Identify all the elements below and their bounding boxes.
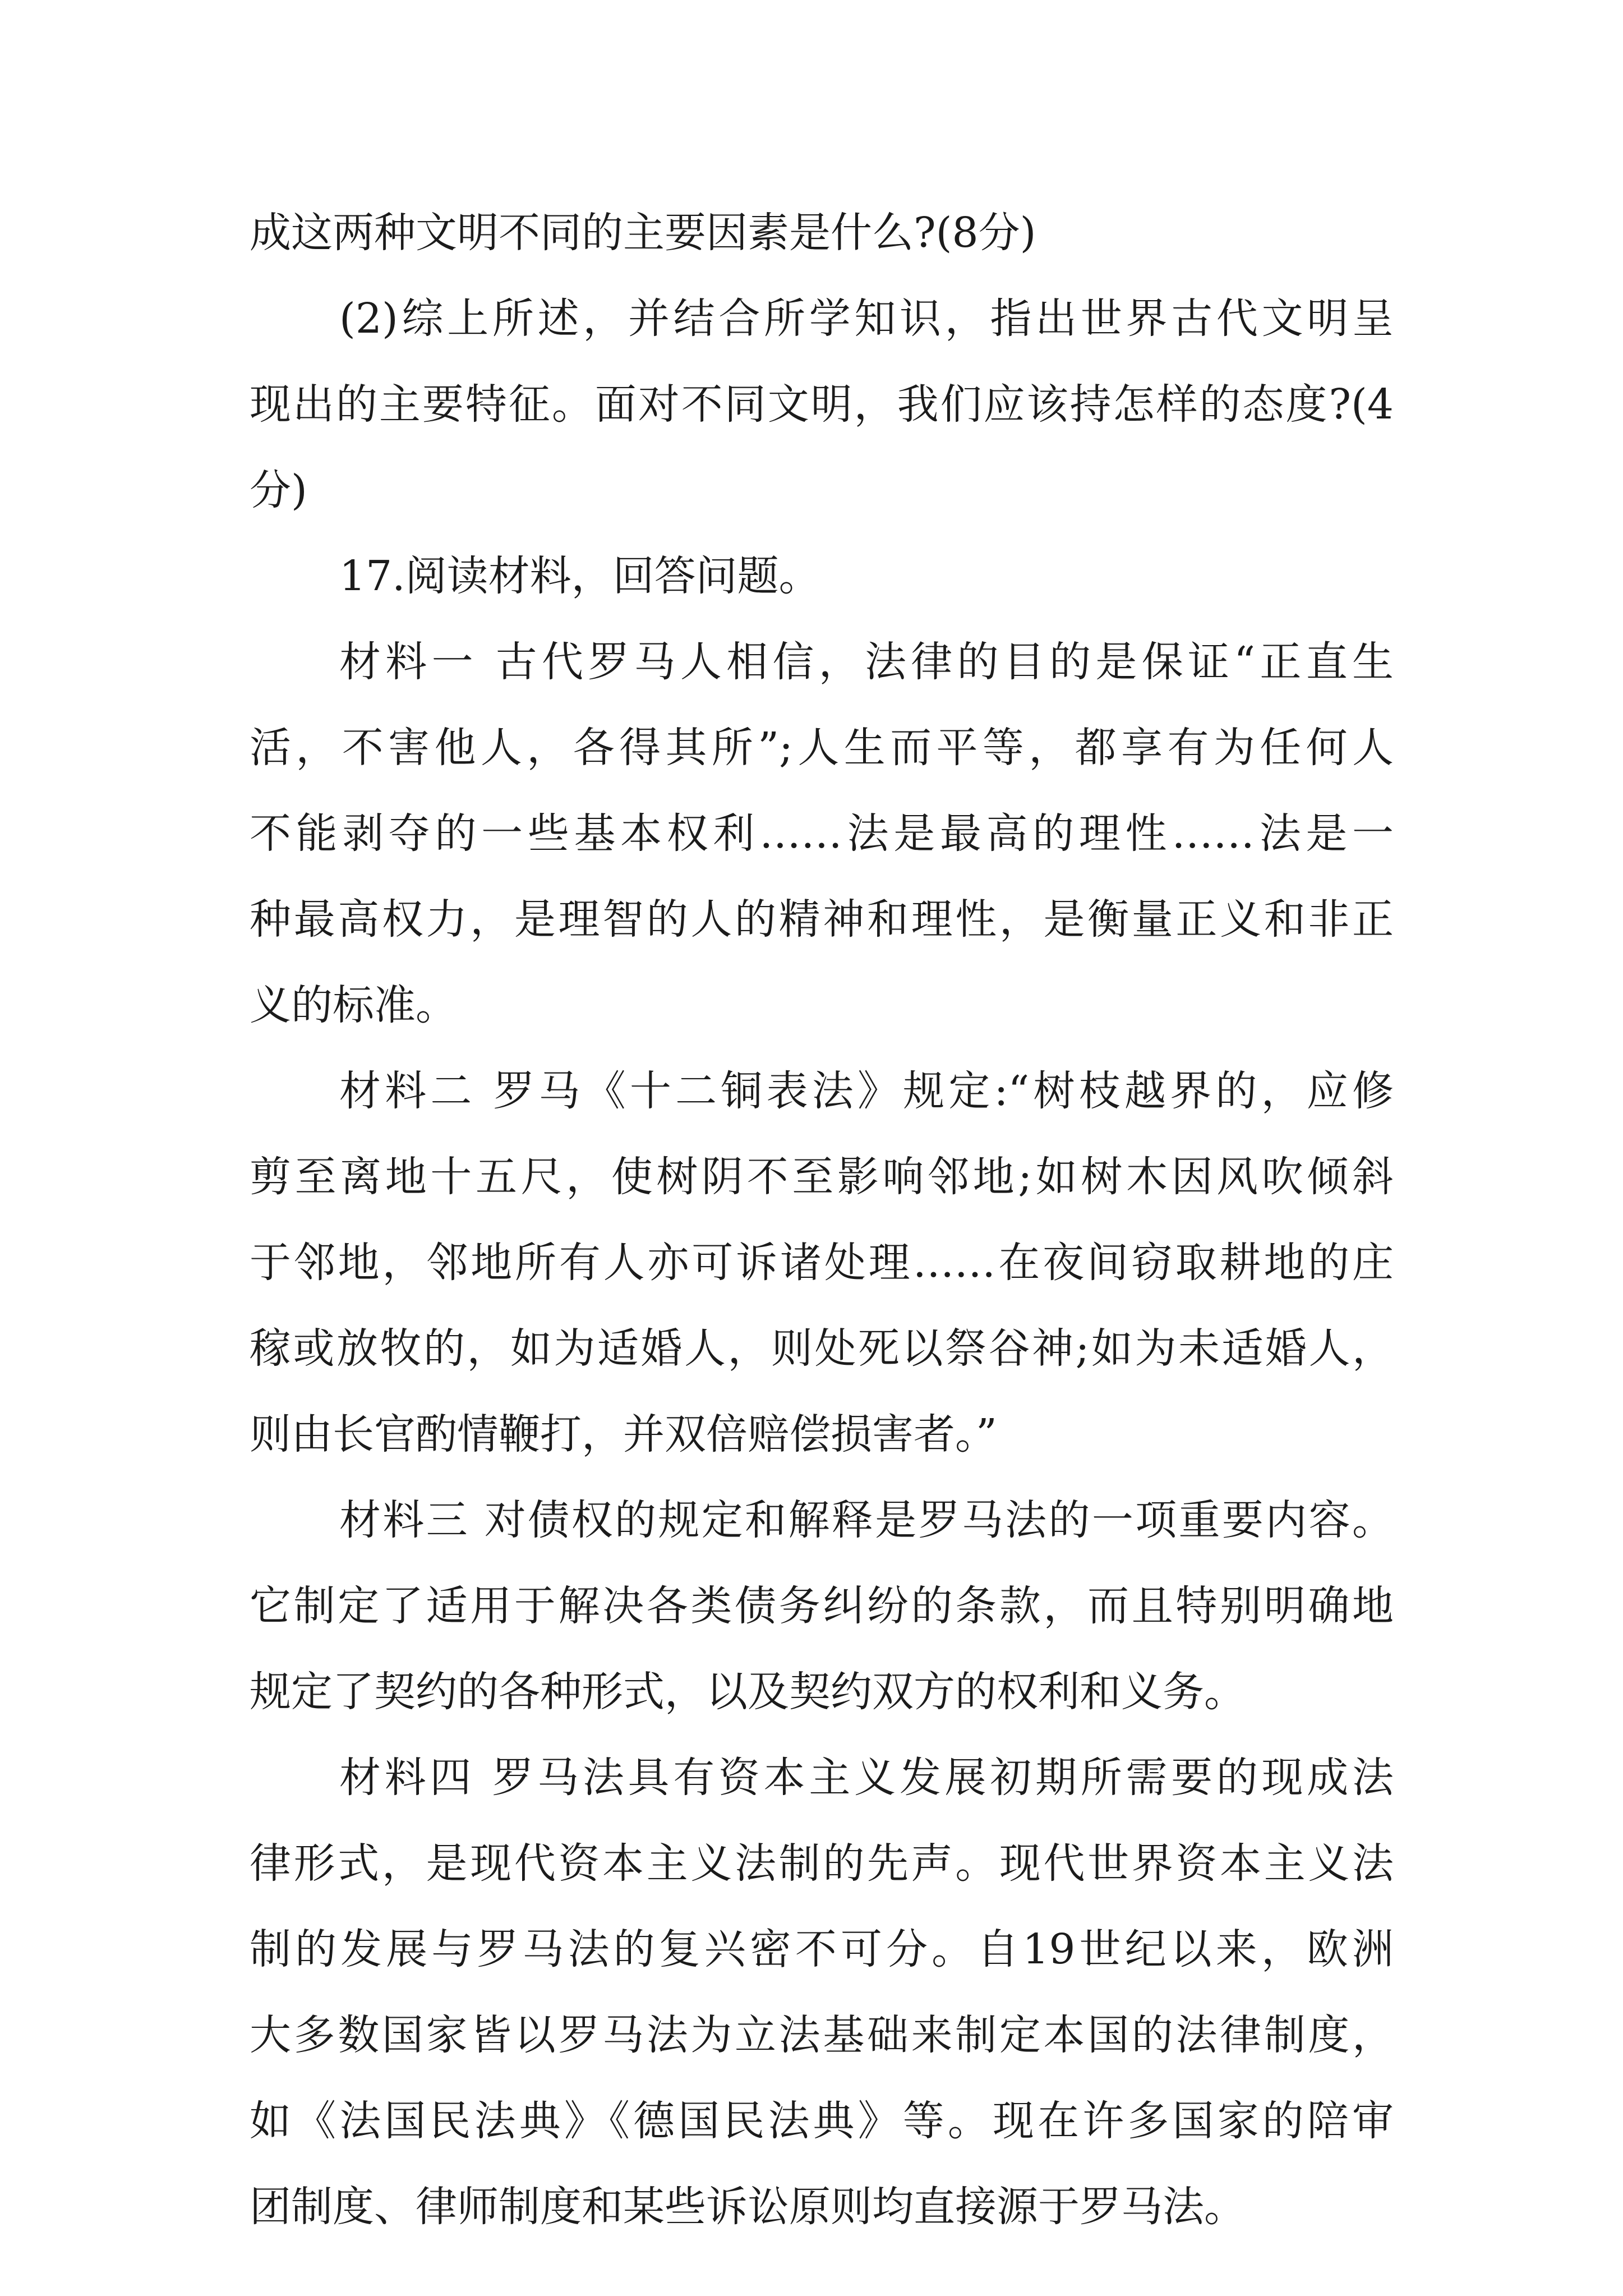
material-2-line-4: 稼或放牧的，如为适婚人，则处死以祭谷神;如为未适婚人， <box>250 1324 1394 1373</box>
question-2-line-2: 现出的主要特征。面对不同文明，我们应该持怎样的态度?(4 <box>250 380 1394 429</box>
material-1-line-3: 不能剥夺的一些基本权利……法是最高的理性……法是一 <box>250 809 1394 858</box>
material-2-line-2: 剪至离地十五尺，使树阴不至影响邻地;如树木因风吹倾斜 <box>250 1153 1394 1201</box>
question-17-heading: 17.阅读材料，回答问题。 <box>339 552 820 600</box>
material-1-line-5: 义的标准。 <box>250 981 457 1029</box>
material-4-line-4: 大多数国家皆以罗马法为立法基础来制定本国的法律制度， <box>250 2011 1394 2059</box>
material-4-line-2: 律形式，是现代资本主义法制的先声。现代世界资本主义法 <box>250 1839 1394 1888</box>
text-line-1: 成这两种文明不同的主要因素是什么?(8分) <box>250 209 1036 257</box>
material-1-line-2: 活，不害他人，各得其所”;人生而平等，都享有为任何人 <box>250 724 1394 772</box>
question-2-line-3: 分) <box>250 466 307 514</box>
material-2-line-3: 于邻地，邻地所有人亦可诉诸处理……在夜间窃取耕地的庄 <box>250 1239 1394 1287</box>
question-2-line-1: (2)综上所述，并结合所学知识，指出世界古代文明呈 <box>339 295 1394 343</box>
material-1-line-1: 材料一 古代罗马人相信，法律的目的是保证“正直生 <box>339 638 1394 686</box>
material-4-line-5: 如《法国民法典》《德国民法典》等。现在许多国家的陪审 <box>250 2097 1394 2145</box>
material-2-line-5: 则由长官酌情鞭打，并双倍赔偿损害者。” <box>250 1410 997 1458</box>
material-3-line-1: 材料三 对债权的规定和解释是罗马法的一项重要内容。 <box>339 1496 1394 1544</box>
material-4-line-3: 制的发展与罗马法的复兴密不可分。自19世纪以来，欧洲 <box>250 1925 1394 1973</box>
material-4-line-1: 材料四 罗马法具有资本主义发展初期所需要的现成法 <box>339 1754 1394 1802</box>
material-4-line-6: 团制度、律师制度和某些诉讼原则均直接源于罗马法。 <box>250 2183 1246 2231</box>
material-1-line-4: 种最高权力，是理智的人的精神和理性，是衡量正义和非正 <box>250 895 1394 944</box>
material-3-line-3: 规定了契约的各种形式，以及契约双方的权利和义务。 <box>250 1668 1246 1716</box>
material-3-line-2: 它制定了适用于解决各类债务纠纷的条款，而且特别明确地 <box>250 1582 1394 1630</box>
material-2-line-1: 材料二 罗马《十二铜表法》规定:“树枝越界的，应修 <box>339 1067 1394 1115</box>
